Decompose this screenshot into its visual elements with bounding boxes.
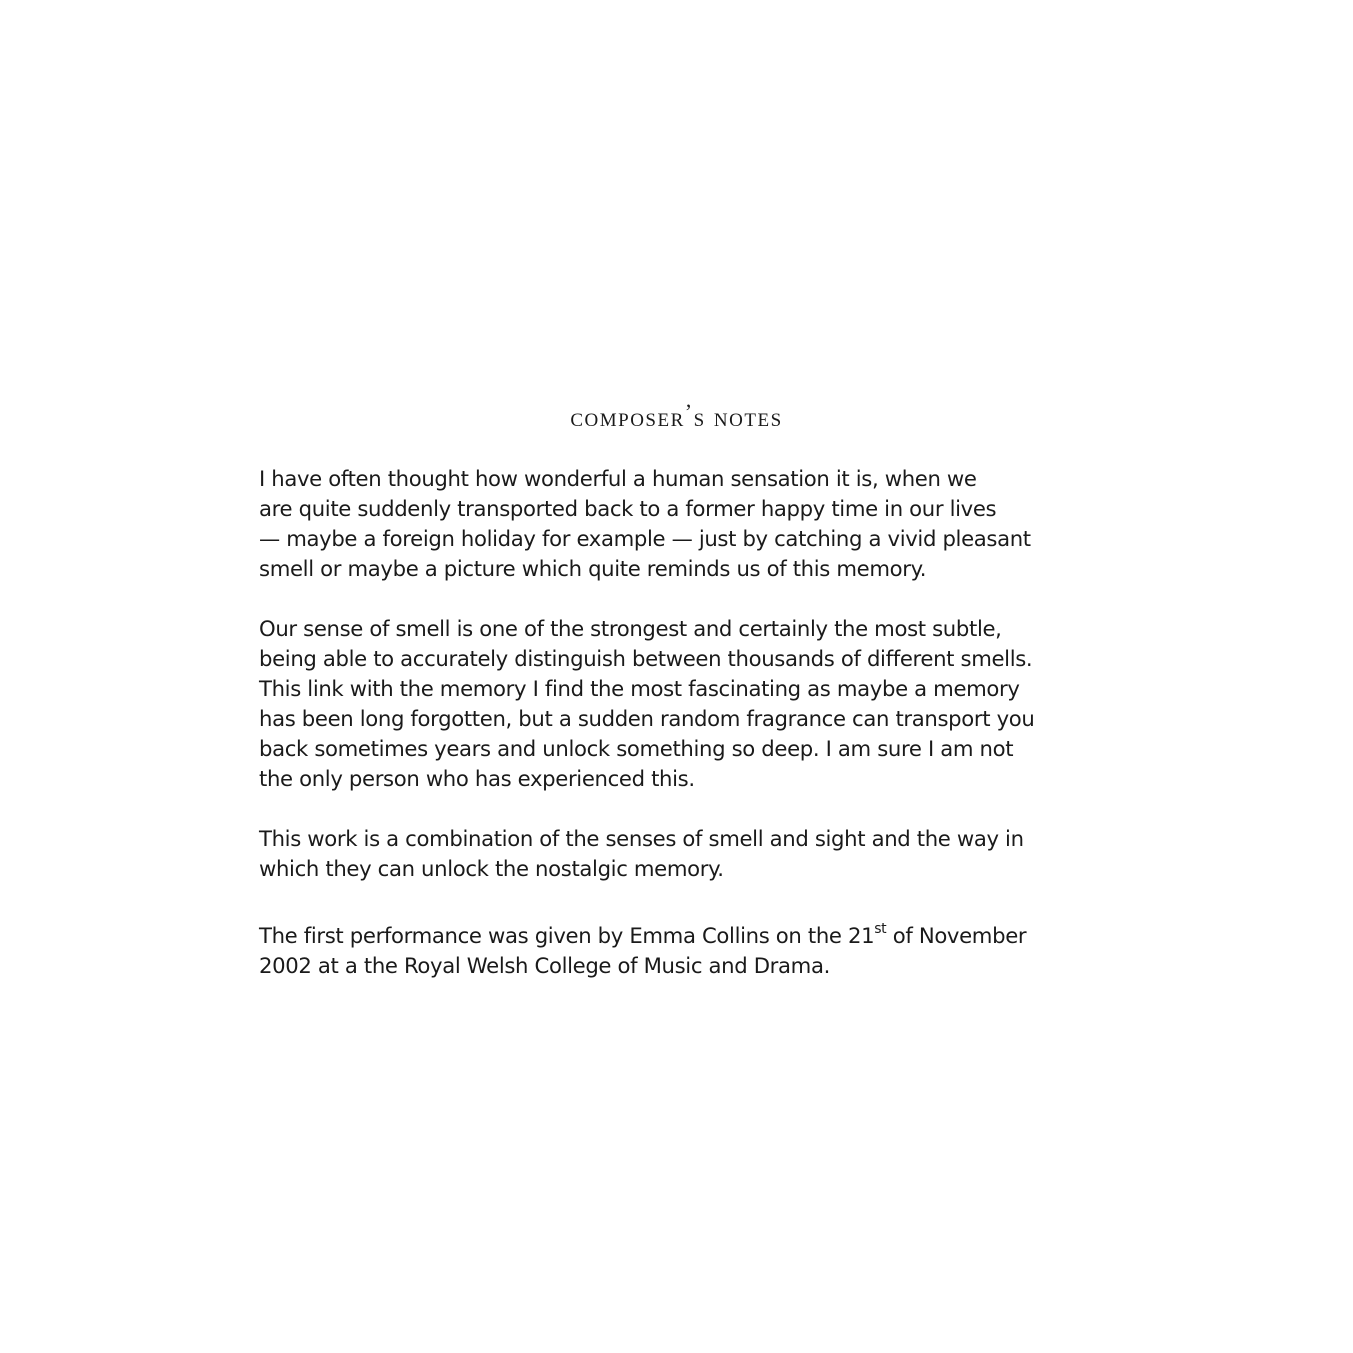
text-line: Our sense of smell is one of the strongest and certainly the most subtle, [259, 616, 1002, 641]
page-title [0, 399, 1353, 437]
performance-text: of November [886, 923, 1027, 948]
performance-text: The first performance was given by Emma Collins on the 21 [259, 923, 875, 948]
paragraph-work [259, 824, 1139, 884]
text-line: smell or maybe a picture which quite reminds us of this memory. [259, 556, 927, 581]
text-line [259, 921, 1139, 951]
text-line: has been long forgotten, but a sudden random fragrance can transport you [259, 706, 1035, 731]
text-line: which they can unlock the nostalgic memory. [259, 856, 724, 881]
ordinal-suffix: st [874, 920, 887, 937]
text-line: This link with the memory I find the most fascinating as maybe a memory [259, 676, 1020, 701]
text-line: I have often thought how wonderful a human sensation it is, when we [259, 466, 977, 491]
paragraph-intro [259, 464, 1139, 584]
title-part-2: s notes [693, 402, 783, 432]
text-line: the only person who has experienced this. [259, 766, 695, 791]
text-line: 2002 at a the Royal Welsh College of Music and Drama. [259, 953, 830, 978]
title-apostrophe: ’ [684, 399, 694, 424]
title-part-1: composer [570, 402, 685, 432]
paragraph-performance [259, 921, 1139, 981]
text-line: — maybe a foreign holiday for example — just by catching a vivid pleasant [259, 526, 1031, 551]
paragraph-smell [259, 614, 1139, 794]
text-line: are quite suddenly transported back to a former happy time in our lives [259, 496, 997, 521]
text-line: back sometimes years and unlock something so deep. I am sure I am not [259, 736, 1014, 761]
text-line: This work is a combination of the senses of smell and sight and the way in [259, 826, 1024, 851]
text-line: being able to accurately distinguish between thousands of different smells. [259, 646, 1033, 671]
